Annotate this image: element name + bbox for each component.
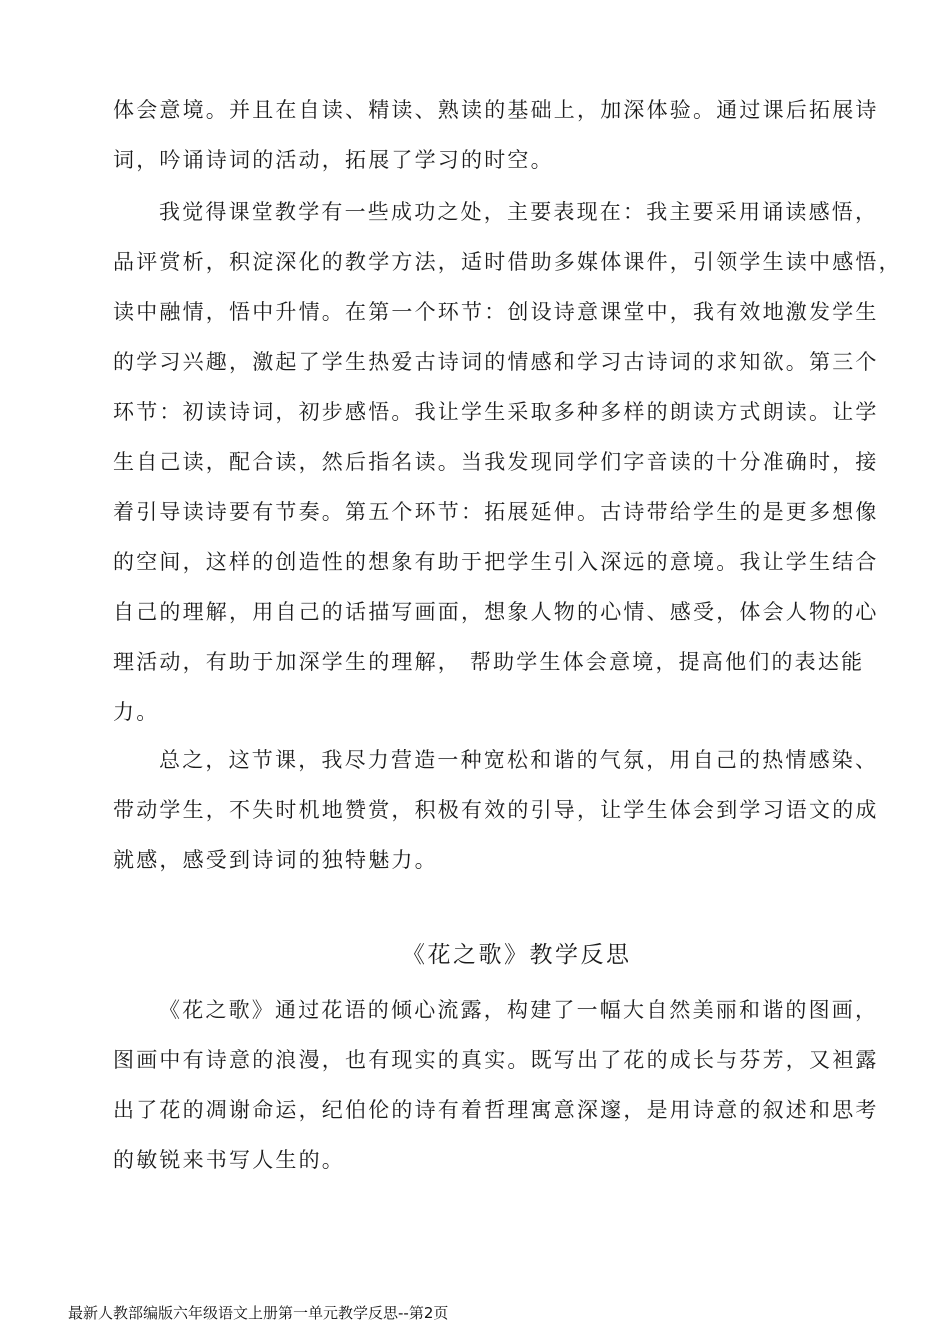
paragraph-1-line: 词，吟诵诗词的活动，拓展了学习的时空。 [113,148,554,172]
paragraph-4-line: 的敏锐来书写人生的。 [113,1148,345,1172]
paragraph-2-line: 环节：初读诗词，初步感悟。我让学生采取多种多样的朗读方式朗读。让学 [113,400,879,424]
paragraph-2-line: 自己的理解，用自己的话描写画面，想象人物的心情、感受，体会人物的心 [113,600,879,624]
paragraph-2-line: 的空间，这样的创造性的想象有助于把学生引入深远的意境。我让学生结合 [113,550,879,574]
section-title: 《花之歌》教学反思 [402,942,632,968]
paragraph-2-line: 着引导读诗要有节奏。第五个环节：拓展延伸。古诗带给学生的是更多想像 [113,500,879,524]
paragraph-3-line: 就感，感受到诗词的独特魅力。 [113,848,438,872]
paragraph-2-line: 的学习兴趣，激起了学生热爱古诗词的情感和学习古诗词的求知欲。第三个 [113,350,879,374]
paragraph-3-line: 带动学生，不失时机地赞赏，积极有效的引导，让学生体会到学习语文的成 [113,798,879,822]
paragraph-2-line: 读中融情，悟中升情。在第一个环节：创设诗意课堂中，我有效地激发学生 [113,300,879,324]
paragraph-2-line: 我觉得课堂教学有一些成功之处，主要表现在：我主要采用诵读感悟， [159,200,879,224]
paragraph-2-line: 生自己读，配合读，然后指名读。当我发现同学们字音读的十分准确时，接 [113,450,879,474]
paragraph-4-line: 《花之歌》通过花语的倾心流露，构建了一幅大自然美丽和谐的图画， [159,998,879,1022]
paragraph-1-line: 体会意境。并且在自读、精读、熟读的基础上，加深体验。通过课后拓展诗 [113,98,879,122]
paragraph-2-line: 理活动，有助于加深学生的理解， 帮助学生体会意境，提高他们的表达能 [113,650,865,674]
paragraph-4-line: 图画中有诗意的浪漫，也有现实的真实。既写出了花的成长与芬芳，又袒露 [113,1048,879,1072]
paragraph-3-line: 总之，这节课，我尽力营造一种宽松和谐的气氛，用自己的热情感染、 [159,748,879,772]
page-footer: 最新人教部编版六年级语文上册第一单元教学反思--第2页 [68,1304,449,1322]
paragraph-4-line: 出了花的凋谢命运，纪伯伦的诗有着哲理寓意深邃，是用诗意的叙述和思考 [113,1098,879,1122]
paragraph-2-line: 力。 [113,700,160,724]
paragraph-2-line: 品评赏析，积淀深化的教学方法，适时借助多媒体课件，引领学生读中感悟， [113,250,902,274]
